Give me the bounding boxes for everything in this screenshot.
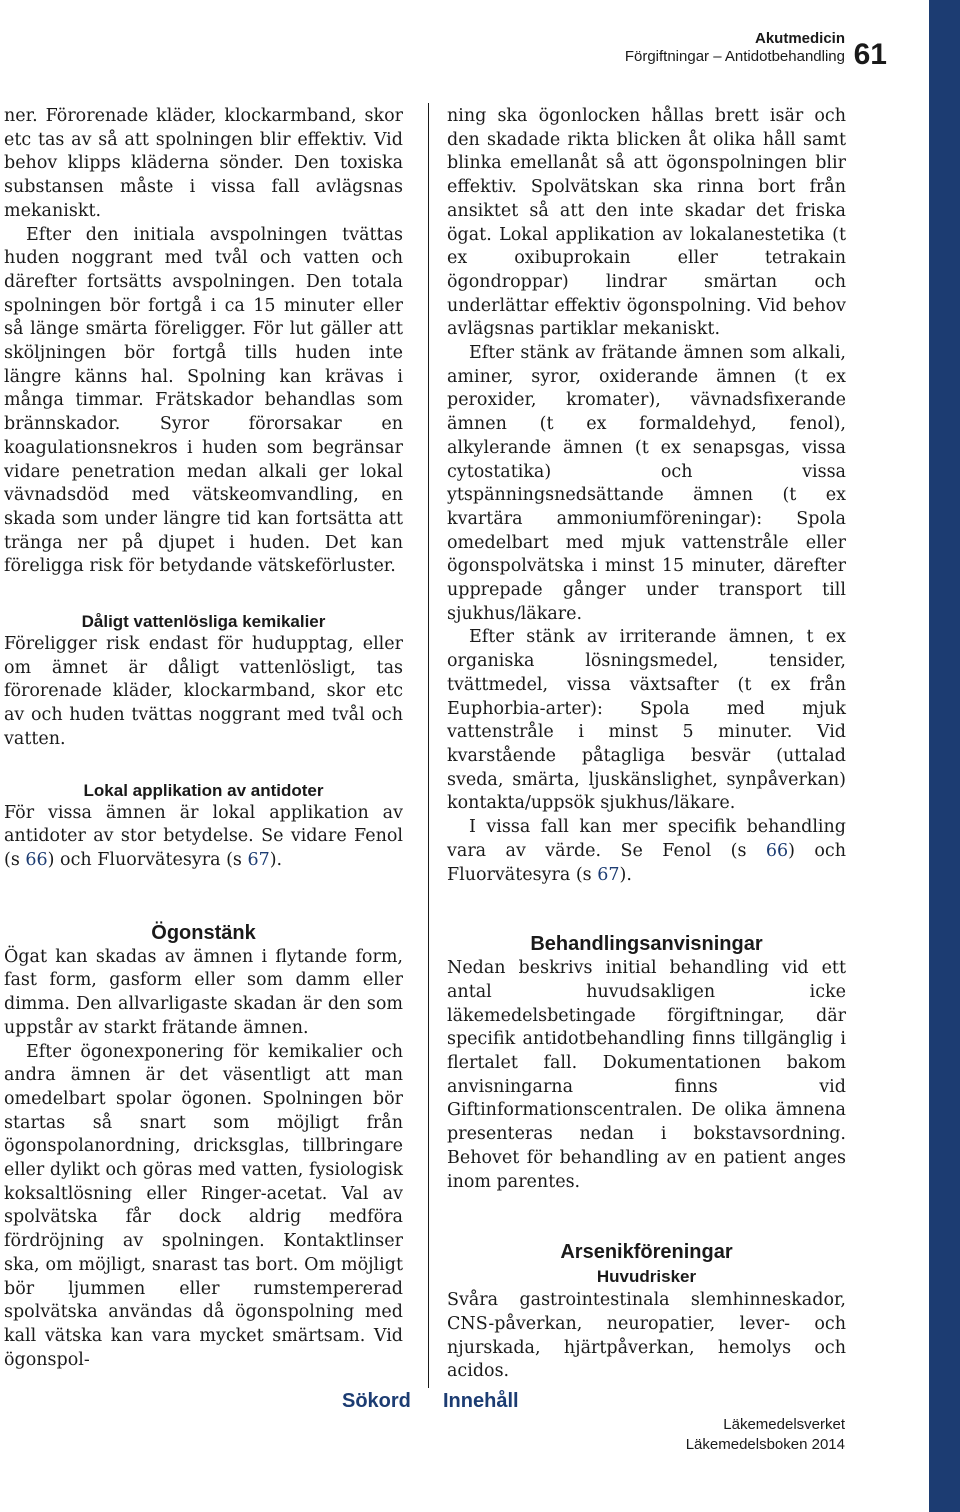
- footer: [686, 1415, 845, 1455]
- page-link-fluorvatesyra[interactable]: 67: [597, 864, 620, 885]
- index-link[interactable]: Sökord: [342, 1390, 411, 1412]
- page-link-fenol[interactable]: 66: [25, 849, 48, 870]
- paragraph: ning ska ögonlocken hållas brett isär och den skadade rikta blicken åt olika håll samt blinka emellanåt så att ögonspolningen blir effektiv. Spolvätskan ska rinna bort från ansiktet så att den inte skadar det friska ögat. Lokal applikation av lokalanestetika (t ex oxibuprokain eller tetrakain ögondroppar) lindrar smärtan och underlättar effektiv ögonspolning. Vid behov avlägsnas partiklar mekaniskt.: [447, 106, 846, 340]
- heading-arsenic: Arsenikföreningar: [560, 1241, 733, 1264]
- heading-main-risks: Huvudrisker: [596, 1267, 697, 1287]
- section-title: Akutmedicin: [754, 30, 845, 47]
- paragraph: Ögat kan skadas av ämnen i flytande form, fast form, gasform eller som damm eller dimma. Den allvarligaste skadan är den som uppstår av starkt frätande ämnen.: [4, 946, 403, 1038]
- paragraph: Efter stänk av frätande ämnen som alkali, aminer, syror, oxiderande ämnen (t ex peroxider, kromater), vävnadsfixerande ämnen (t ex formaldehyd, fenol), alkylerande ämnen (t ex senapsgas, vissa cytostatika) och vissa ytspänningsnedsättande ämnen (t ex kvartära ammoniumföreningar): Spola omedelbart med mjuk vattenstråle eller ögonspolvätska i minst 15 minuter, därefter upprepade gånger under transport till sjukhus/läkare.: [447, 343, 846, 624]
- heading-poorly-soluble: Dåligt vattenlösliga kemikalier: [81, 612, 326, 632]
- paragraph: Svåra gastrointestinala slemhinneskador, CNS-påverkan, neuropatier, lever- och njurskada, hjärtpåverkan, hemolys och acidos.: [447, 1290, 846, 1382]
- paragraph: Efter ögonexponering för kemikalier och andra ämnen är det väsentligt att man omedelbart spolar ögonen. Spolningen bör startas så snart som möjligt från ögonspolanordning, dricksglas, tillbringare eller dylikt och göras med vatten, fysiologisk koksaltlösning eller Ringer-acetat. Val av spolvätska får dock aldrig medföra fördröjning av spolningen. Kontaktlinser ska, om möjligt, snarast tas bort. Om möjligt bör ljummen eller rumstempererad spolvätska användas då ögonspolning med kall vätska kan vara mycket smärtsam. Vid ögonspol-: [4, 1041, 403, 1370]
- column-divider: [428, 103, 429, 1388]
- heading-eye-splash: Ögonstänk: [151, 921, 256, 944]
- paragraph: Efter den initiala avspolningen tvättas huden noggrant med tvål och vatten och därefter fortsätts avspolningen. Den totala spolningen bör fortgå i ca 15 minuter eller så länge smärta föreligger. För lut gäller att sköljningen bör fortgå tills huden inte längre känns hal. Spolning kan krävas i många timmar. Frätskador behandlas som brännskador. Syror förorsakar en koagulationsnekros i huden som begränsar vidare penetration medan alkali ger lokal vävnadsdöd med vätskeomvandling, en skada som under längre tid kan fortsätta att tränga ner på djupet i huden. Det kan föreligga risk för betydande vätskeförluster.: [4, 224, 403, 577]
- contents-link[interactable]: Innehåll: [443, 1390, 519, 1412]
- page-link-fenol[interactable]: 66: [765, 840, 789, 861]
- running-header: [625, 30, 845, 66]
- subsection-title: Förgiftningar – Antidotbehandling: [624, 48, 845, 65]
- footer-publisher: Läkemedelsverket: [723, 1416, 845, 1433]
- paragraph: ner. Förorenade kläder, klockarmband, skor etc tas av så att spolningen blir effektiv. Vid behov klipps kläderna sönder. Den toxiska substansen måste i vissa fall avlägsnas mekaniskt.: [4, 106, 403, 221]
- heading-treatment-guidelines: Behandlingsanvisningar: [530, 933, 763, 956]
- heading-local-antidotes: Lokal applikation av antidoter: [83, 780, 324, 800]
- paragraph: Efter stänk av irriterande ämnen, t ex organiska lösningsmedel, tensider, tvättmedel, vissa växtsafter (t ex från Euphorbia-arter): Spola med mjuk vattenstråle i minst 5 minuter. Vid kvarstående påtagliga besvär (uttalad sveda, smärta, ljuskänslighet, synpåverkan) kontakta/uppsök sjukhus/läkare.: [447, 627, 846, 814]
- page-link-fluorvatesyra[interactable]: 67: [247, 849, 270, 870]
- page-edge-bar: [929, 0, 960, 1512]
- right-column: [447, 105, 846, 1384]
- paragraph: För vissa ämnen är lokal applikation av antidoter av stor betydelse. Se vidare Fenol (s 66) och Fluorvätesyra (s 67).: [4, 802, 403, 870]
- footer-book: Läkemedelsboken 2014: [685, 1436, 845, 1453]
- paragraph: Föreligger risk endast för hudupptag, eller om ämnet är dåligt vattenlösligt, tas förorenade kläder, klockarmband, skor etc av och huden tvättas noggrant med tvål och vatten.: [4, 634, 403, 749]
- paragraph: Nedan beskrivs initial behandling vid ett antal huvudsakligen icke läkemedelsbetingade förgiftningar, där specifik antidotbehandling finns tillgänglig i flertalet fall. Dokumentationen bakom anvisningarna finns vid Giftinformationscentralen. De olika ämnena presenteras nedan i bokstavsordning. Behovet för behandling av en patient anges inom parentes.: [447, 958, 846, 1192]
- left-column: [4, 105, 403, 1372]
- page-number: 61: [853, 38, 887, 71]
- paragraph: I vissa fall kan mer specifik behandling vara av värde. Se Fenol (s 66) och Fluorvätesyra (s 67).: [447, 817, 846, 885]
